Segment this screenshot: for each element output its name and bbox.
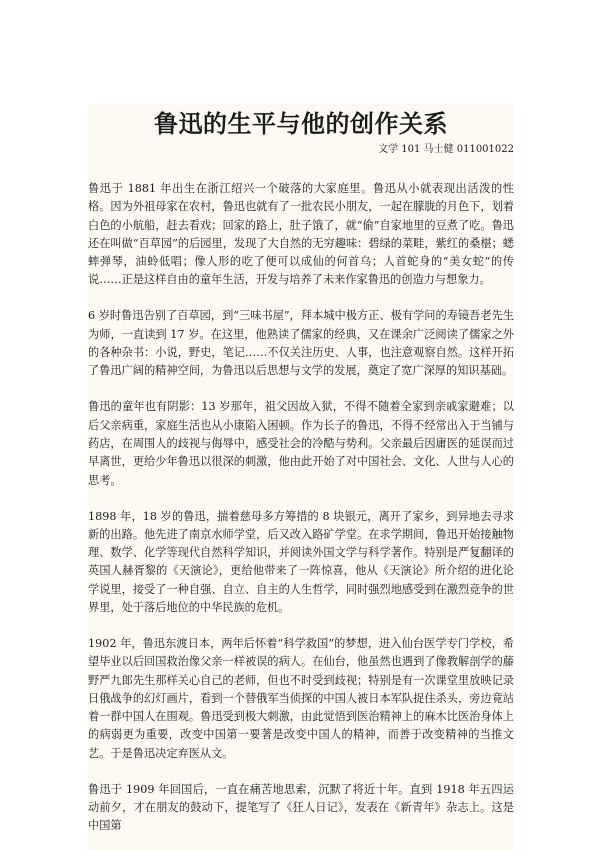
- page-title: 鲁迅的生平与他的创作关系: [154, 109, 448, 138]
- paragraph: 1898 年，18 岁的鲁迅，揣着慈母多方筹措的 8 块银元，离开了家乡，到异地去寻求新的出路。他先进了南京水师学堂，后又改入路矿学堂。在求学期间，鲁迅开始接触物理、数学、化学等现代自然科学知识，并阅读外国文学与科学著作。特别是严复翻译的英国人赫胥黎的《天演论》，更给他带来了一阵惊喜，他从《天演论》所介绍的进化论学说里，接受了一种自强、自立、自主的人生哲学，同时强烈地感受到在激烈竞争的世界里，处于落后地位的中华民族的危机。: [88, 509, 514, 614]
- document-body: [88, 180, 514, 850]
- paragraph: 6 岁时鲁迅告别了百草园，到“三味书屋”，拜本城中极方正、极有学问的寿镜吾老先生为师，一直读到 17 岁。在这里，他熟读了儒家的经典，又在课余广泛阅读了儒家之外的各种杂书：小说，野史，笔记……不仅关注历史、人事，也注意观察自然。这样开拓了鲁迅广阔的精神空间，为鲁迅以后思想与文学的发展，奠定了宽广深厚的知识基础。: [88, 309, 514, 378]
- paragraph: 鲁迅于 1881 年出生在浙江绍兴一个破落的大家庭里。鲁迅从小就表现出活泼的性格。因为外祖母家在农村，鲁迅也就有了一批农民小朋友，一起在朦胧的月色下，划着白色的小航船，赶去看戏；回家的路上，肚子饿了，就“偷”自家地里的豆煮了吃。鲁迅还在叫做“百草园”的后园里，发现了大自然的无穷趣味：碧绿的菜畦，紫红的桑椹；蟋蟀弹琴，油蛉低唱；像人形的吃了便可以成仙的何首乌；人首蛇身的“美女蛇”的传说……正是这样自由的童年生活，开发与培养了未来作家鲁迅的创造力与想象力。: [88, 182, 514, 287]
- author-line: 文学 101 马士健 011001022: [378, 144, 514, 155]
- paragraph: 鲁迅于 1909 年回国后，一直在痛苦地思索，沉默了将近十年。直到 1918 年五四运动前夕，才在朋友的鼓动下，提笔写了《狂人日记》，发表在《新青年》杂志上。这是中国第: [88, 782, 514, 833]
- paragraph: 鲁迅的童年也有阴影：13 岁那年，祖父因故入狱，不得不随着全家到亲戚家避难；以后父亲病重，家庭生活也从小康陷入困顿。作为长子的鲁迅，不得不经常出入于当铺与药店，在周围人的歧视与侮辱中，感受社会的冷酷与势利。父亲最后因庸医的延误而过早离世，更给少年鲁迅以很深的刺激，他由此开始了对中国社会、文化、人世与人心的思考。: [88, 400, 514, 487]
- paragraph: 1902 年，鲁迅东渡日本，两年后怀着“科学救国”的梦想，进入仙台医学专门学校，希望毕业以后回国救治像父亲一样被误的病人。在仙台，他虽然也遇到了像教解剖学的藤野严九郎先生那样关心自己的老师，但也不时受到歧视；特别是有一次课堂里放映记录日俄战争的幻灯画片，看到一个替俄军当侦探的中国人被日本军队捉住杀头，旁边竟站着一群中国人在围观。鲁迅受到极大刺激，由此觉悟到医治精神上的麻木比医治身体上的病弱更为重要，改变中国第一要著是改变中国人的精神，而善于改变精神的当推文艺。于是鲁迅决定弃医从文。: [88, 636, 514, 760]
